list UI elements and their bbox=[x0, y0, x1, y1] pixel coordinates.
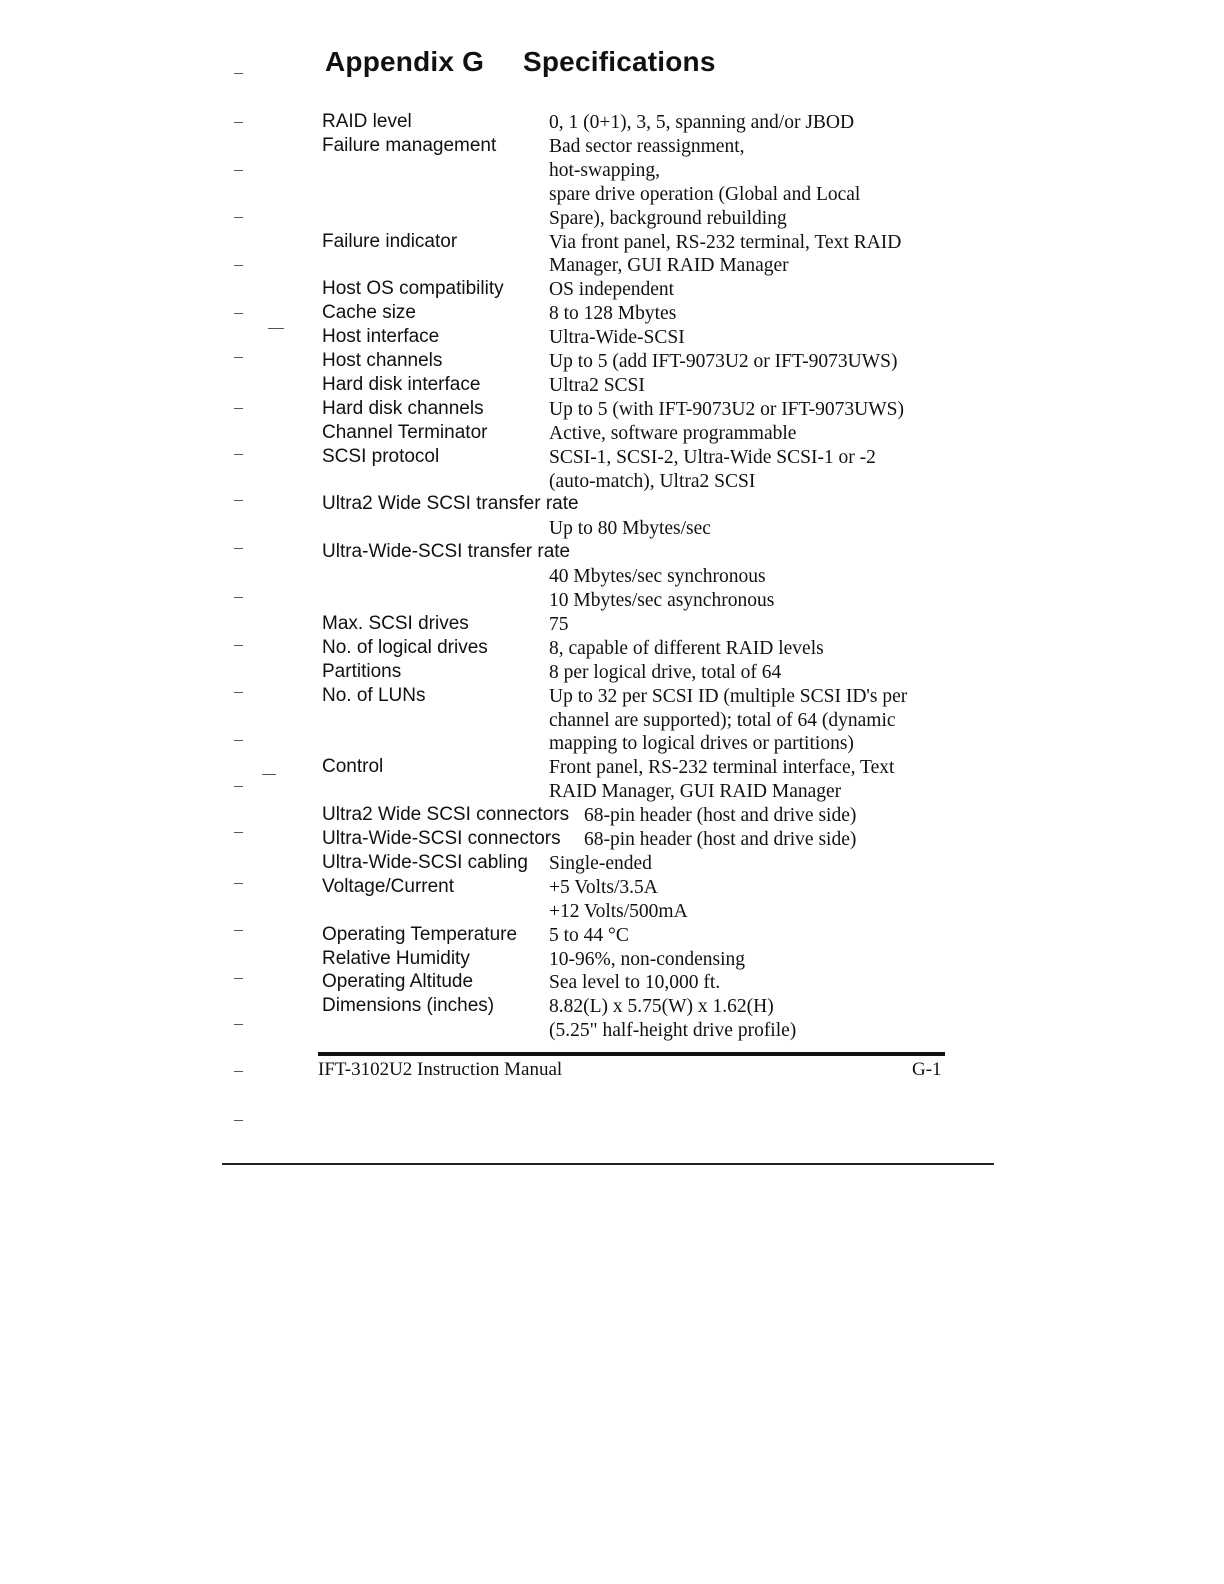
spec-label: Ultra-Wide-SCSI cabling bbox=[322, 851, 528, 873]
spec-label: Cache size bbox=[322, 302, 416, 324]
margin-tick bbox=[234, 1024, 243, 1025]
spec-value: Up to 5 (with IFT-9073U2 or IFT-9073UWS) bbox=[549, 398, 904, 420]
spec-value: 10-96%, non-condensing bbox=[549, 948, 746, 970]
margin-tick bbox=[234, 978, 243, 979]
spec-value: 8 to 128 Mbytes bbox=[549, 303, 677, 325]
margin-tick bbox=[234, 454, 243, 455]
margin-tick bbox=[234, 500, 243, 501]
margin-tick bbox=[234, 883, 243, 884]
spec-label: Hard disk interface bbox=[322, 373, 481, 395]
margin-tick bbox=[234, 217, 243, 218]
spec-value: RAID Manager, GUI RAID Manager bbox=[549, 781, 842, 803]
spec-label: Dimensions (inches) bbox=[322, 995, 495, 1017]
spec-label: Host channels bbox=[322, 350, 443, 371]
spec-label: Ultra-Wide-SCSI connectors bbox=[322, 828, 561, 849]
spec-value: Bad sector reassignment, bbox=[549, 135, 745, 157]
spec-value: Up to 32 per SCSI ID (multiple SCSI ID's per bbox=[549, 685, 908, 707]
spec-value: 0, 1 (0+1), 3, 5, spanning and/or JBOD bbox=[549, 112, 855, 133]
spec-value: 8 per logical drive, total of 64 bbox=[549, 661, 782, 683]
spec-label: Voltage/Current bbox=[322, 875, 455, 897]
spec-value: Single-ended bbox=[549, 852, 652, 874]
margin-tick bbox=[234, 548, 243, 549]
spec-label: Ultra2 Wide SCSI connectors bbox=[322, 804, 570, 826]
spec-label: No. of LUNs bbox=[322, 684, 426, 706]
margin-tick bbox=[268, 328, 284, 329]
spec-label: Host interface bbox=[322, 326, 440, 348]
page-title: Specifications bbox=[523, 46, 716, 77]
margin-tick bbox=[234, 692, 243, 693]
margin-tick bbox=[234, 645, 243, 646]
footer-manual-title: IFT-3102U2 Instruction Manual bbox=[318, 1059, 563, 1080]
margin-tick bbox=[234, 740, 243, 741]
spec-value: SCSI-1, SCSI-2, Ultra-Wide SCSI-1 or -2 bbox=[549, 446, 876, 468]
margin-tick bbox=[234, 313, 243, 314]
spec-value: Up to 5 (add IFT-9073U2 or IFT-9073UWS) bbox=[549, 351, 898, 372]
margin-tick bbox=[234, 1071, 243, 1072]
spec-value: Front panel, RS-232 terminal interface, Text bbox=[549, 757, 895, 779]
spec-label: Relative Humidity bbox=[322, 947, 470, 969]
spec-label: Failure indicator bbox=[322, 230, 458, 252]
spec-value: 8, capable of different RAID levels bbox=[549, 637, 824, 659]
spec-value: 75 bbox=[549, 613, 569, 635]
spec-label: Hard disk channels bbox=[322, 397, 484, 419]
margin-tick bbox=[234, 73, 243, 74]
margin-tick bbox=[234, 1120, 243, 1121]
spec-value: 40 Mbytes/sec synchronous bbox=[549, 566, 766, 588]
spec-value: Up to 80 Mbytes/sec bbox=[549, 518, 711, 540]
spec-value: Spare), background rebuilding bbox=[549, 207, 787, 229]
spec-label: Max. SCSI drives bbox=[322, 612, 469, 634]
appendix-label: Appendix G bbox=[325, 46, 485, 77]
spec-label: Channel Terminator bbox=[322, 421, 488, 443]
margin-tick bbox=[234, 597, 243, 598]
spec-value: mapping to logical drives or partitions) bbox=[549, 733, 854, 755]
spec-value: 10 Mbytes/sec asynchronous bbox=[549, 590, 775, 611]
spec-value: spare drive operation (Global and Local bbox=[549, 183, 861, 205]
spec-value: hot-swapping, bbox=[549, 159, 661, 181]
spec-value: (auto-match), Ultra2 SCSI bbox=[549, 470, 756, 492]
spec-value: 68-pin header (host and drive side) bbox=[584, 805, 857, 827]
spec-label: Ultra-Wide-SCSI transfer rate bbox=[322, 541, 571, 563]
footer-page-number: G-1 bbox=[912, 1059, 942, 1080]
spec-label: No. of logical drives bbox=[322, 636, 488, 658]
spec-value: Active, software programmable bbox=[549, 422, 797, 444]
spec-label: SCSI protocol bbox=[322, 445, 440, 467]
footer-rule bbox=[318, 1052, 945, 1056]
spec-label: Control bbox=[322, 756, 384, 778]
spec-value: (5.25" half-height drive profile) bbox=[549, 1020, 797, 1042]
margin-tick bbox=[234, 265, 243, 266]
spec-value: Sea level to 10,000 ft. bbox=[549, 972, 721, 994]
margin-tick bbox=[234, 930, 243, 931]
bottom-rule bbox=[222, 1163, 994, 1165]
spec-label: Failure management bbox=[322, 134, 497, 156]
spec-value: 68-pin header (host and drive side) bbox=[584, 829, 857, 850]
spec-value: Ultra-Wide-SCSI bbox=[549, 327, 685, 349]
margin-tick bbox=[262, 774, 276, 775]
spec-value: Manager, GUI RAID Manager bbox=[549, 255, 789, 277]
spec-label: Partitions bbox=[322, 660, 402, 682]
spec-value: Ultra2 SCSI bbox=[549, 374, 645, 396]
spec-value: 5 to 44 °C bbox=[549, 924, 629, 946]
spec-value: +5 Volts/3.5A bbox=[549, 876, 658, 898]
margin-tick bbox=[234, 170, 243, 171]
spec-label: RAID level bbox=[322, 111, 412, 132]
spec-value: 8.82(L) x 5.75(W) x 1.62(H) bbox=[549, 996, 774, 1018]
margin-tick bbox=[234, 408, 243, 409]
page-heading bbox=[325, 46, 716, 78]
spec-label: Ultra2 Wide SCSI transfer rate bbox=[322, 493, 579, 515]
margin-tick bbox=[234, 786, 243, 787]
spec-label: Host OS compatibility bbox=[322, 278, 504, 300]
spec-value: +12 Volts/500mA bbox=[549, 900, 688, 922]
spec-label: Operating Altitude bbox=[322, 971, 474, 993]
margin-tick bbox=[234, 832, 243, 833]
spec-label: Operating Temperature bbox=[322, 923, 518, 945]
spec-value: Via front panel, RS-232 terminal, Text RAID bbox=[549, 231, 902, 253]
margin-tick bbox=[234, 357, 243, 358]
spec-value: channel are supported); total of 64 (dynamic bbox=[549, 709, 896, 731]
spec-value: OS independent bbox=[549, 279, 675, 301]
margin-tick bbox=[234, 122, 243, 123]
